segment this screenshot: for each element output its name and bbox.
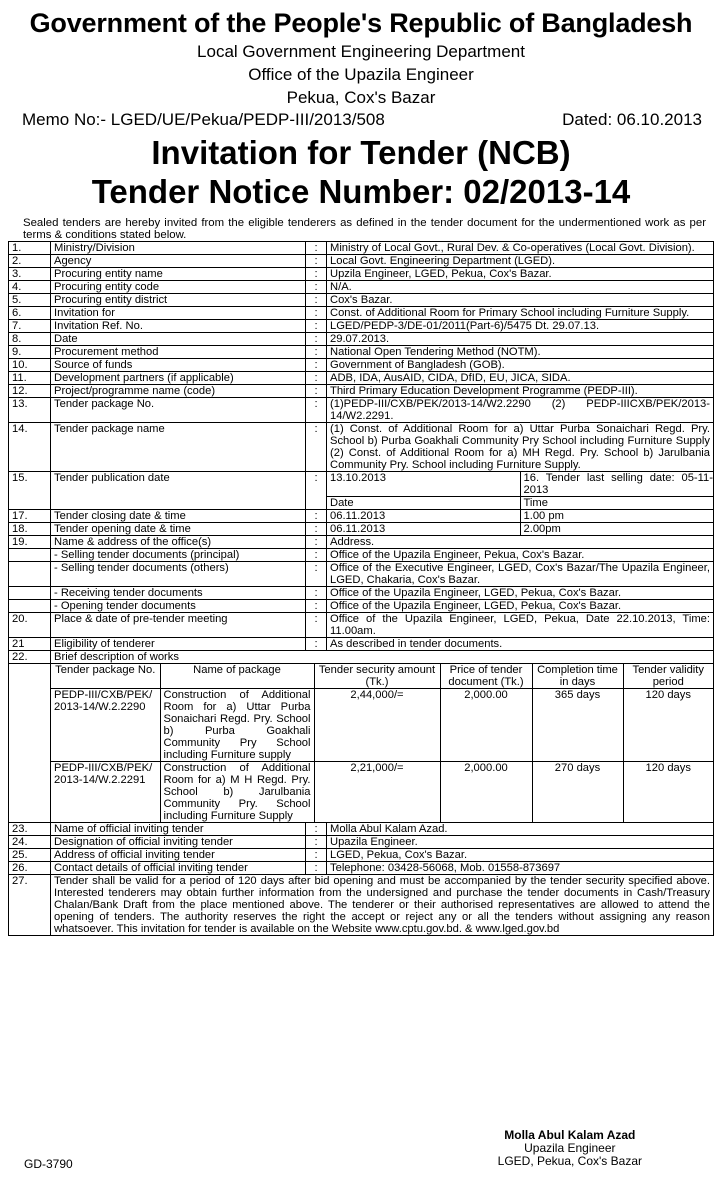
- row-value: [327, 510, 714, 523]
- validity-period: 120 days: [623, 689, 713, 762]
- time-header: Time: [520, 497, 714, 509]
- works-column-header: Tender validity period: [623, 664, 713, 689]
- row-value: Local Govt. Engineering Department (LGED).: [327, 255, 714, 268]
- works-column-header: Name of package: [160, 664, 314, 689]
- closing-date: 06.11.2013: [330, 510, 386, 522]
- table-row: [9, 423, 714, 472]
- row-label: Designation of official inviting tender: [51, 836, 306, 849]
- row-number: [9, 562, 51, 587]
- table-row: [9, 638, 714, 651]
- row-value: Government of Bangladesh (GOB).: [327, 359, 714, 372]
- row-label: Project/programme name (code): [51, 385, 306, 398]
- row-colon: :: [306, 823, 327, 836]
- row-number: 18.: [9, 523, 51, 536]
- row-number: 23.: [9, 823, 51, 836]
- row-value: LGED/PEDP-3/DE-01/2011(Part-6)/5475 Dt. 29.07.13.: [327, 320, 714, 333]
- row-number: [9, 587, 51, 600]
- row-label: Source of funds: [51, 359, 306, 372]
- row-colon: :: [306, 613, 327, 638]
- row-number: 24.: [9, 836, 51, 849]
- row-number: 2.: [9, 255, 51, 268]
- row-colon: :: [306, 600, 327, 613]
- row-number: 22.: [9, 651, 51, 664]
- signatory-office: LGED, Pekua, Cox's Bazar: [497, 1154, 642, 1168]
- note-text: Tender shall be valid for a period of 120 days after bid opening and must be accompanied by the tender security specified above. Interested tenderers may obtain further information from the undersigned and purchase the tender documents in Cash/Treasury Chalan/Bank Draft from the place mentioned above. The tenderer or their authorised representatives are allowed to attend the opening of tenders. The authority reserves the right the accept or reject any or all the tenders without assigning any reason whatsoever. This invitation for tender is available on the Website www.cptu.gov.bd. & www.lged.gov.bd: [51, 875, 714, 936]
- table-row: [9, 294, 714, 307]
- table-row: [9, 562, 714, 587]
- row-value: 29.07.2013.: [327, 333, 714, 346]
- row-value: Office of the Executive Engineer, LGED, Cox's Bazar/The Upazila Engineer, LGED, Chakaria, Cox's Bazar.: [327, 562, 714, 587]
- completion-time: 270 days: [532, 762, 623, 823]
- works-header-row: [51, 664, 713, 689]
- row-colon: :: [306, 510, 327, 523]
- table-row: [9, 307, 714, 320]
- row-label: - Opening tender documents: [51, 600, 306, 613]
- row-number: 1.: [9, 242, 51, 255]
- row-value: Upazila Engineer.: [327, 836, 714, 849]
- row-value: Ministry of Local Govt., Rural Dev. & Co-operatives (Local Govt. Division).: [327, 242, 714, 255]
- table-row: [9, 268, 714, 281]
- publication-date: 13.10.2013: [330, 472, 386, 484]
- opening-time: 2.00pm: [520, 523, 714, 535]
- row-label: Place & date of pre-tender meeting: [51, 613, 306, 638]
- security-amount: 2,44,000/=: [314, 689, 440, 762]
- row-colon: :: [306, 862, 327, 875]
- works-row: [51, 689, 713, 762]
- row-colon: :: [306, 307, 327, 320]
- row-number: 17.: [9, 510, 51, 523]
- row-value: Office of the Upazila Engineer, Pekua, Cox's Bazar.: [327, 549, 714, 562]
- row-number: 10.: [9, 359, 51, 372]
- row-label: Development partners (if applicable): [51, 372, 306, 385]
- row-colon: :: [306, 242, 327, 255]
- row-number: 26.: [9, 862, 51, 875]
- last-selling-date: 16. Tender last selling date: 05-11-2013: [520, 472, 714, 496]
- row-colon: :: [306, 472, 327, 510]
- row-number: [9, 549, 51, 562]
- row-value: Const. of Additional Room for Primary School including Furniture Supply.: [327, 307, 714, 320]
- document-code: GD-3790: [24, 1157, 73, 1171]
- office-location: Pekua, Cox's Bazar: [286, 88, 436, 107]
- row-label: Invitation Ref. No.: [51, 320, 306, 333]
- memo-date: Dated: 06.10.2013: [562, 110, 702, 129]
- office-name: Office of the Upazila Engineer: [248, 65, 474, 84]
- row-label: Tender publication date: [51, 472, 306, 510]
- package-name: Construction of Additional Room for a) Uttar Purba Sonaichari Regd. Pry. School b) Purba Goakhali Community Pry School including Furniture supply: [160, 689, 314, 762]
- row-number: 7.: [9, 320, 51, 333]
- row-label: Contact details of official inviting tender: [51, 862, 306, 875]
- table-row: [9, 600, 714, 613]
- row-colon: :: [306, 333, 327, 346]
- row-value: Office of the Upazila Engineer, LGED, Pekua, Date 22.10.2013, Time: 11.00am.: [327, 613, 714, 638]
- row-colon: :: [306, 836, 327, 849]
- table-row: [9, 359, 714, 372]
- row-value: Office of the Upazila Engineer, LGED, Pekua, Cox's Bazar.: [327, 600, 714, 613]
- row-label: Procuring entity district: [51, 294, 306, 307]
- row-colon: :: [306, 359, 327, 372]
- works-row: [51, 762, 713, 823]
- row-number: 12.: [9, 385, 51, 398]
- table-row: [9, 862, 714, 875]
- row-value: (1)PEDP-III/CXB/PEK/2013-14/W2.2290 (2) PEDP-IIICXB/PEK/2013-14/W2.2291.: [327, 398, 714, 423]
- row-number: 5.: [9, 294, 51, 307]
- table-row: [9, 536, 714, 549]
- row-label: Tender opening date & time: [51, 523, 306, 536]
- row-value: Cox's Bazar.: [327, 294, 714, 307]
- row-number: 20.: [9, 613, 51, 638]
- row-number: [9, 600, 51, 613]
- table-row: [9, 823, 714, 836]
- row-label: Procuring entity code: [51, 281, 306, 294]
- tender-details-table: [8, 241, 714, 936]
- intro-paragraph: Sealed tenders are hereby invited from the eligible tenderers as defined in the tender document for the undermentioned work as per terms & conditions stated below.: [23, 217, 706, 241]
- signature-block: [498, 1129, 642, 1168]
- date-header: Date: [330, 497, 354, 509]
- closing-time: 1.00 pm: [520, 510, 714, 522]
- table-row: [9, 372, 714, 385]
- row-colon: :: [306, 385, 327, 398]
- works-column-header: Tender package No.: [51, 664, 160, 689]
- row-number: 4.: [9, 281, 51, 294]
- row-label: - Receiving tender documents: [51, 587, 306, 600]
- works-cell: [51, 664, 714, 823]
- package-number: PEDP-III/CXB/PEK/2013-14/W.2.2291: [54, 762, 153, 786]
- works-column-header: Tender security amount (Tk.): [314, 664, 440, 689]
- row-value: LGED, Pekua, Cox's Bazar.: [327, 849, 714, 862]
- security-amount: 2,21,000/=: [314, 762, 440, 823]
- row-label: Address of official inviting tender: [51, 849, 306, 862]
- works-column-header: Completion time in days: [532, 664, 623, 689]
- government-heading: Government of the People's Republic of Bangladesh: [29, 8, 693, 38]
- row-label: Tender package name: [51, 423, 306, 472]
- document-price: 2,000.00: [440, 762, 532, 823]
- row-value: N/A.: [327, 281, 714, 294]
- table-row: [9, 320, 714, 333]
- table-row: [9, 849, 714, 862]
- row-number: 8.: [9, 333, 51, 346]
- row-value: Third Primary Education Development Programme (PEDP-III).: [327, 385, 714, 398]
- table-row: [9, 549, 714, 562]
- row-value: National Open Tendering Method (NOTM).: [327, 346, 714, 359]
- row-label: - Selling tender documents (principal): [51, 549, 306, 562]
- row-colon: :: [306, 320, 327, 333]
- table-row: [9, 523, 714, 536]
- table-row: [9, 587, 714, 600]
- table-row: [9, 242, 714, 255]
- row-colon: :: [306, 536, 327, 549]
- row-value: Telephone: 03428-56068, Mob. 01558-873697: [327, 862, 714, 875]
- row-number: 13.: [9, 398, 51, 423]
- row-label: Agency: [51, 255, 306, 268]
- row-value: Upzila Engineer, LGED, Pekua, Cox's Bazar.: [327, 268, 714, 281]
- memo-line: [8, 109, 714, 131]
- row-label: Brief description of works: [51, 651, 714, 664]
- row-number: 6.: [9, 307, 51, 320]
- table-row: [9, 510, 714, 523]
- table-row: [9, 875, 714, 936]
- row-colon: :: [306, 423, 327, 472]
- row-label: Procurement method: [51, 346, 306, 359]
- signatory-title: Upazila Engineer: [524, 1141, 616, 1155]
- row-number: [9, 664, 51, 823]
- row-label: Invitation for: [51, 307, 306, 320]
- works-table: [51, 664, 713, 822]
- row-label: Name of official inviting tender: [51, 823, 306, 836]
- row-colon: :: [306, 562, 327, 587]
- row-number: 25.: [9, 849, 51, 862]
- row-label: - Selling tender documents (others): [51, 562, 306, 587]
- opening-date: 06.11.2013: [330, 523, 386, 535]
- row-value: Office of the Upazila Engineer, LGED, Pekua, Cox's Bazar.: [327, 587, 714, 600]
- memo-number: Memo No:- LGED/UE/Pekua/PEDP-III/2013/508: [22, 110, 385, 129]
- table-row: [9, 613, 714, 638]
- row-label: Tender closing date & time: [51, 510, 306, 523]
- row-label: Ministry/Division: [51, 242, 306, 255]
- department-name: Local Government Engineering Department: [197, 42, 525, 61]
- row-label: Eligibility of tenderer: [51, 638, 306, 651]
- works-column-header: Price of tender document (Tk.): [440, 664, 532, 689]
- table-row: [9, 472, 714, 510]
- row-colon: :: [306, 549, 327, 562]
- table-row: [9, 346, 714, 359]
- row-colon: :: [306, 398, 327, 423]
- row-colon: :: [306, 849, 327, 862]
- row-colon: :: [306, 523, 327, 536]
- row-label: Procuring entity name: [51, 268, 306, 281]
- completion-time: 365 days: [532, 689, 623, 762]
- row-value: Molla Abul Kalam Azad.: [327, 823, 714, 836]
- row-number: 15.: [9, 472, 51, 510]
- row-number: 27.: [9, 875, 51, 936]
- table-row: [9, 651, 714, 664]
- row-number: 11.: [9, 372, 51, 385]
- table-row: [9, 281, 714, 294]
- row-label: Name & address of the office(s): [51, 536, 306, 549]
- row-colon: :: [306, 255, 327, 268]
- row-colon: :: [306, 268, 327, 281]
- row-label: Date: [51, 333, 306, 346]
- row-colon: :: [306, 281, 327, 294]
- row-value: [327, 472, 714, 510]
- row-number: 21: [9, 638, 51, 651]
- row-number: 3.: [9, 268, 51, 281]
- row-colon: :: [306, 372, 327, 385]
- row-number: 14.: [9, 423, 51, 472]
- row-label: Tender package No.: [51, 398, 306, 423]
- signatory-name: Molla Abul Kalam Azad: [504, 1128, 636, 1142]
- row-colon: :: [306, 587, 327, 600]
- row-number: 9.: [9, 346, 51, 359]
- row-value: (1) Const. of Additional Room for a) Uttar Purba Sonaichari Regd. Pry. School b) Purba Goakhali Community Pry School including Furniture Supply (2) Const. of Additional Room for a) MH Regd. Pry. School b) Jarulbania Community Pry. School including Furniture Supply.: [327, 423, 714, 472]
- table-row: [9, 398, 714, 423]
- notice-number: Tender Notice Number: 02/2013-14: [91, 173, 631, 210]
- package-number: PEDP-III/CXB/PEK/2013-14/W.2.2290: [51, 689, 160, 762]
- row-colon: :: [306, 294, 327, 307]
- row-number: 19.: [9, 536, 51, 549]
- table-row: [9, 664, 714, 823]
- package-name: Construction of Additional Room for a) M H Regd. Pry. School b) Jarulbania Community Pry. School including Furniture Supply: [160, 762, 314, 823]
- row-value: ADB, IDA, AusAID, CIDA, DfID, EU, JICA, SIDA.: [327, 372, 714, 385]
- row-value: [327, 523, 714, 536]
- validity-period: 120 days: [623, 762, 713, 823]
- row-value: As described in tender documents.: [327, 638, 714, 651]
- row-colon: :: [306, 638, 327, 651]
- row-colon: :: [306, 346, 327, 359]
- document-price: 2,000.00: [440, 689, 532, 762]
- table-row: [9, 385, 714, 398]
- notice-title: Invitation for Tender (NCB): [151, 134, 571, 171]
- table-row: [9, 333, 714, 346]
- row-value: Address.: [327, 536, 714, 549]
- table-row: [9, 836, 714, 849]
- table-row: [9, 255, 714, 268]
